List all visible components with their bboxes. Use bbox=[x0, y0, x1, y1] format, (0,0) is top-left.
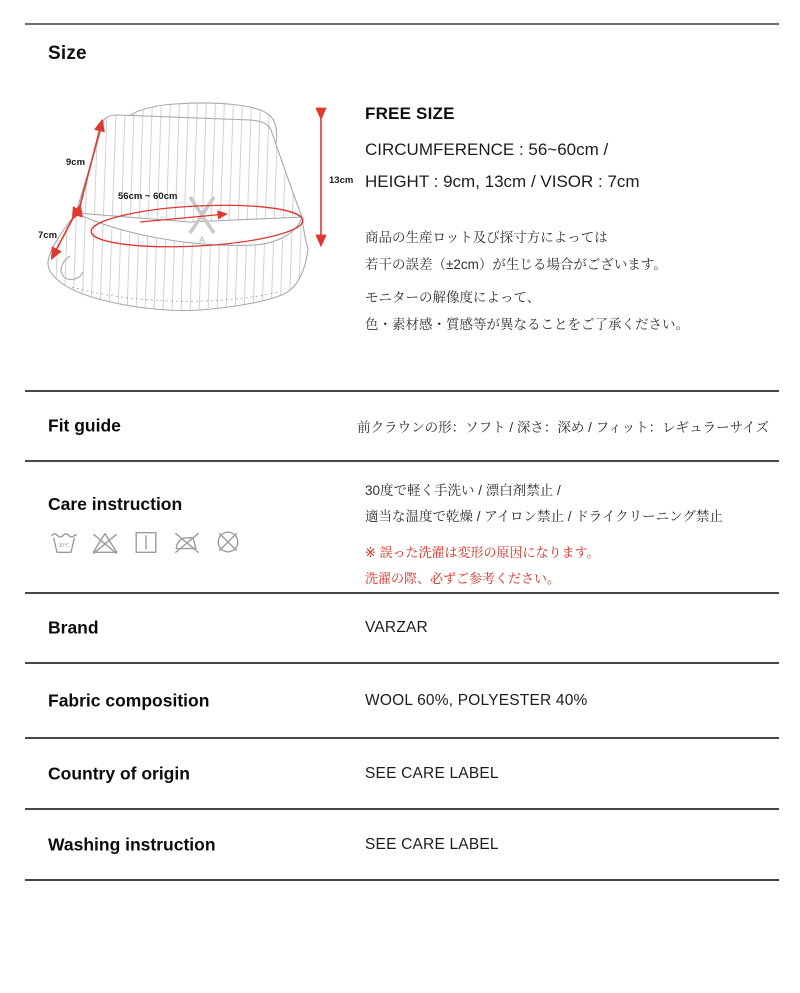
hat-measurement-diagram bbox=[40, 96, 356, 336]
fit-guide-label: Fit guide bbox=[48, 415, 121, 436]
care-instruction-label: Care instruction bbox=[48, 494, 183, 514]
no-bleach-icon bbox=[91, 528, 119, 556]
size-section-heading: Size bbox=[48, 43, 87, 64]
hand-wash-30-icon bbox=[50, 528, 78, 556]
no-iron-icon bbox=[173, 528, 201, 556]
fit-guide-row bbox=[25, 390, 779, 460]
tolerance-note: 商品の生産ロット及び探寸方によっては 若干の誤差（±2cm）が生じる場合がございます。 bbox=[365, 230, 667, 272]
circumference-spec: CIRCUMFERENCE : 56~60cm / bbox=[365, 140, 609, 159]
care-instruction-row bbox=[25, 460, 779, 592]
country-of-origin-value: SEE CARE LABEL bbox=[365, 764, 499, 782]
brand-label: Brand bbox=[48, 617, 99, 638]
brand-row bbox=[25, 592, 779, 662]
care-symbol-icons bbox=[50, 528, 242, 556]
country-of-origin-row bbox=[25, 737, 779, 808]
circumference-label: 56cm ~ 60cm bbox=[118, 191, 178, 202]
top-divider bbox=[25, 23, 779, 25]
height-visor-spec: HEIGHT : 9cm, 13cm / VISOR : 7cm bbox=[365, 172, 640, 191]
varzar-logo-letter: A bbox=[198, 235, 206, 245]
care-warning-text: ※ 誤った洗濯は変形の原因になります。 洗濯の際、必ずご参考ください。 bbox=[365, 545, 600, 586]
drip-dry-icon bbox=[132, 528, 160, 556]
brand-value: VARZAR bbox=[365, 619, 428, 636]
total-height-label: 13cm bbox=[329, 175, 354, 186]
hat-brim bbox=[48, 213, 308, 311]
monitor-note: モニターの解像度によって、 色・素材感・質感等が異なることをご了承ください。 bbox=[365, 290, 689, 332]
visor-length-label: 7cm bbox=[38, 230, 58, 241]
washing-instruction-label: Washing instruction bbox=[48, 834, 216, 854]
svg-text:30℃: 30℃ bbox=[58, 543, 70, 550]
no-dry-clean-icon bbox=[214, 528, 242, 556]
crown-height-label: 9cm bbox=[66, 157, 86, 168]
care-instruction-text: 30度で軽く手洗い / 漂白剤禁止 / 適当な温度で乾燥 / アイロン禁止 / ドライクリーニング禁止 bbox=[365, 483, 723, 524]
fabric-composition-row bbox=[25, 662, 779, 737]
product-spec-table bbox=[25, 390, 779, 881]
fit-guide-value: 前クラウンの形：ソフト / 深さ：深め / フィット：レギュラーサイズ bbox=[357, 420, 769, 435]
free-size-heading: FREE SIZE bbox=[365, 104, 455, 123]
washing-instruction-value: SEE CARE LABEL bbox=[365, 835, 499, 853]
country-of-origin-label: Country of origin bbox=[48, 763, 190, 783]
fabric-composition-label: Fabric composition bbox=[48, 690, 210, 710]
washing-instruction-row bbox=[25, 808, 779, 881]
fabric-composition-value: WOOL 60%, POLYESTER 40% bbox=[365, 691, 588, 709]
